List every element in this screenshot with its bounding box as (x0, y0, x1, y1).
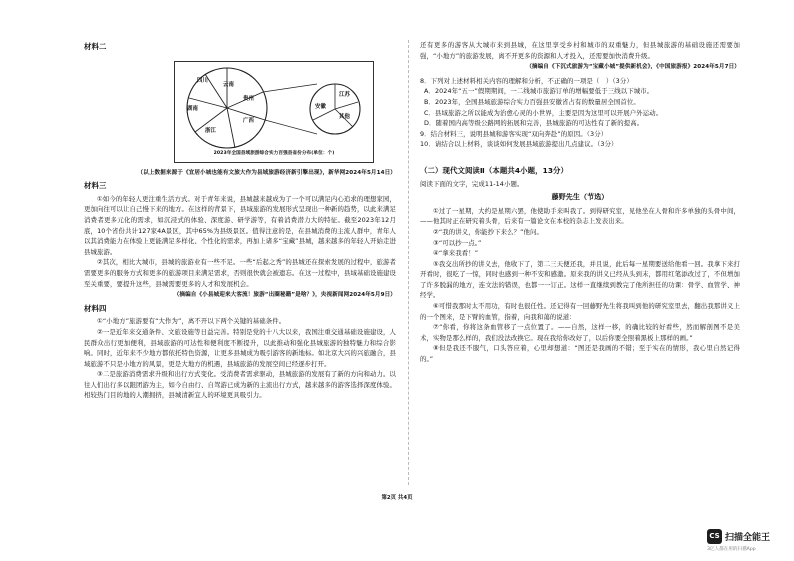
material-2-heading: 材料二 (84, 42, 107, 51)
camscanner-logo-icon: CS (707, 529, 722, 544)
question-8-option-c: C．县域旅游之所以能成为治愈心灵的小世界，主要是因为这里可以开展户外运动。 (424, 108, 663, 117)
scanner-watermark (707, 528, 793, 556)
pie-label: 四川 (197, 77, 208, 84)
section-heading: （二）现代文阅读Ⅱ（本题共4小题，13分） (420, 165, 569, 175)
question-8-option-b: B．2023年，全国县域旅游综合实力百强县安徽省占有的数量居全国首位。 (424, 97, 640, 106)
pie-label: 广西 (243, 117, 254, 124)
connector-line (265, 120, 317, 134)
material-4-continued: 还有更多的游客从大城市来到县城，在这里享受乡村和城市的双重魅力，但县城旅游的基础设施还需要加强，“小地方”的旅游发展，离不开更多的资源和人才投入，还需要加快消费升级。 (420, 41, 740, 60)
watermark-brand-name: 扫描全能王 (725, 533, 771, 543)
story-paragraph: ②“我的讲义，你能抄下来么？”他问。 (433, 227, 544, 236)
pie-label: 贵州 (243, 95, 254, 102)
left-column (84, 40, 396, 401)
watermark-tagline: 3亿人都在用的扫描App (707, 547, 756, 552)
story-paragraph: ⑧但是我还不服气，口头答应着，心里却想道：“图还是我画的不错；至于实在的情形，我心里自然记得的。” (420, 344, 740, 364)
slice-line (335, 102, 358, 109)
slice-line (227, 108, 235, 148)
slice-line (313, 109, 335, 120)
story-paragraph: ④“拿来我看！” (433, 249, 479, 258)
pie-chart-figure (84, 55, 396, 167)
pie-label: 湖南 (187, 105, 198, 112)
chart-caption: 2023年全国县域旅游综合实力百强县省份分布(单位：个) (213, 151, 335, 156)
question-8: 8．下列对上述材料相关内容的理解和分析，不正确的一项是（ ）（3分） (420, 76, 633, 85)
chart-frame (174, 61, 374, 163)
story-paragraph: ⑤我交出所抄的讲义去，他收下了，第二三天便还我，并且说，此后每一星期要送给他看一回。我拿下来打开看时，很吃了一惊，同时也感到一种不安和感激。原来我的讲义已经从头到末，都用红笔添改过了，不但增加了许多脱漏的地方，连文法的错误，也都一一订正。这样一直继续到教完了他所担任的功课：骨学、血管学、神经学。 (420, 259, 740, 300)
question-9: 9．结合材料三，说明县城和游客实现“双向奔赴”的原因。（3分） (420, 129, 608, 138)
column-divider (408, 40, 409, 485)
material-4-paragraph: ③二是旅游消费需求升级和出行方式变化。受消费者需求驱动，县城旅游的发展有了新的方向和动力。以往人们出行多以跟团游为主，如今自由行、自驾游已成为新的主流出行方式，越来越多的游客选择深度体验。相较热门目的地的人潮拥挤，县城清新宜人的环境更具吸引力。 (84, 370, 396, 400)
connector-line (263, 84, 317, 92)
section-instruction: 阅读下面的文字，完成11-14小题。 (420, 179, 524, 188)
question-8-option-a: A．2024年“五一”假期期间，一二线城市旅游订单的增幅要低于三线以下城市。 (424, 87, 654, 96)
material-4-paragraph: ①“小地方”旅游要有“大作为”，离不开以下两个关键的基础条件。 (97, 317, 286, 326)
pie-label: 江苏 (339, 91, 350, 98)
question-8-option-d: D．随着国内高等级公路网的拓展和完善，县城旅游的可达性有了新的提高。 (424, 119, 644, 128)
material-3-paragraph: ②其次，相比大城市，县城的旅游业有一些不足。一些“后起之秀”的县城还在探索发展的过程中，旅游者需要更多的服务方式和更多的旅游项目来满足需求，否则很快就会被遗忘。在这一过程中，县域基础设施建设至关重要，要提升这些，县城需要更多的人才和发展机会。 (84, 258, 396, 288)
material-3-paragraph: ①如今的年轻人更注重生活方式。对于青年来说，县城越来越成为了一个可以满足内心追求的理想家园，更加向往可以让自己慢下来的地方。在这样的背景下，县域旅游的发展形式呈现出一种新的趋势，以此来满足消费者更多元化的需求，如沉浸式的体验、深度游、研学游等，有着消费潜力大的特征。截至2023年12月底，10个省份共计127家4A景区，其中65%为县级景区。值得注意的是，在县城消费的主流人群中，青年人以其消费能力在体验上更能满足多样化、个性化的需求，再加上诸多“宝藏”县城，越来越多的年轻人开始走进县城旅游。 (84, 194, 396, 256)
pie-label: 其他 (339, 113, 350, 120)
material-3-heading: 材料三 (84, 181, 107, 191)
right-column (420, 40, 740, 365)
story-paragraph: ①过了一星期，大约是星期六罢，他使助手来叫我了。到得研究室，见他坐在人骨和许多单独的头骨中间，——他其时正在研究着头骨，后来有一篇论文在本校的杂志上发表出来。 (420, 206, 740, 226)
pie-label: 云南 (223, 81, 234, 88)
material-4-source: （摘编自《下沉式旅游为“宝藏小城”提供新机会》，《中国旅游报》2024年5月7日） (526, 64, 740, 71)
material-3-source: （摘编自《小县城迎来大客流！旅游“出圈秘籍”是啥？》，央视新闻网2024年5月9日） (173, 292, 396, 299)
story-paragraph: ⑥可惜我那时太不用功，有时也很任性。还记得有一回藤野先生将我叫到他的研究室里去，翻出我那讲义上的一个图来，是下臂的血管，指着，向我和蔼的说道： (420, 302, 740, 321)
material-4-paragraph: ②一是近年来交通条件、文旅设施等日益完善。特别是党的十八大以来，我国注重交通基础设施建设，人民群众出行更加便利，县域旅游的可达性和便利度不断提升，以此推动和强化县城旅游的独特魅力和综合影响。同时，近年来不少地方都依托特色资源，让更多县城成为吸引游客的新地标。如北京大兴的兴旅融合，县域旅游不只是小地方的风景，更是大地方的机遇，县域旅游的发展空间已经逐步打开。 (84, 327, 396, 368)
pie-label: 安徽 (315, 103, 326, 110)
story-paragraph: ⑦“你看，你将这条血管移了一点位置了。——自然，这样一移，的确比较的好看些，然而解剖图不是美术，实物是那么样的，我们没法改换它。现在我给你改好了，以后你要全照着黑板上那样的画。” (420, 323, 740, 342)
material-4-heading: 材料四 (84, 303, 107, 313)
material-2-source: （以上数据来源于《宜居小城也能有文旅大作为县域旅游经济新引擎出现》，新华网2024年5月14日） (137, 169, 396, 176)
story-title: 藤野先生（节选） (551, 193, 609, 202)
pie-label: 浙江 (205, 127, 216, 134)
question-10: 10．请结合以上材料，谈谈如何发展县域旅游提出几点建议。（3分） (420, 140, 618, 149)
page-number: 第2页 共4页 (381, 495, 413, 501)
story-paragraph: ③“可以抄一点。” (433, 238, 482, 247)
